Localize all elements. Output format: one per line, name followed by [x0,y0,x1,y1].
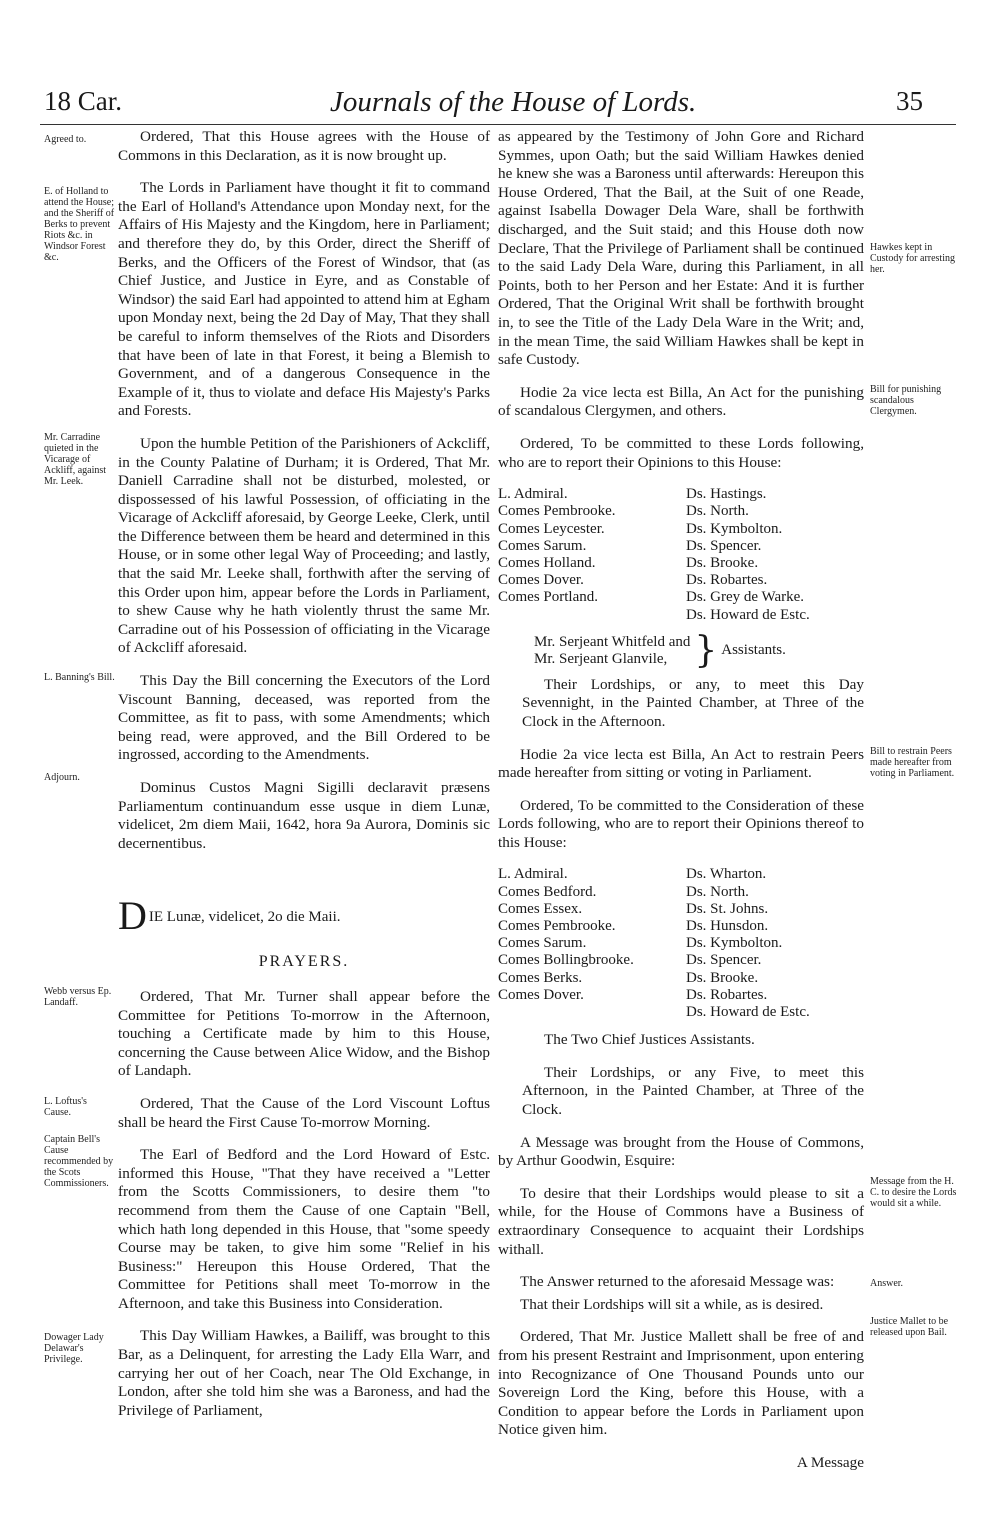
assistant-name: Mr. Serjeant Glanvile, [534,650,668,667]
lord-name: Ds. Wharton. [686,866,767,883]
lord-name: Comes Dover. [498,572,584,589]
barons-list [686,866,856,1021]
lord-name: Comes Pembrooke. [498,503,616,520]
lord-name: Comes Berks. [498,969,583,986]
committee-list-2 [498,866,864,1021]
earls-list [498,866,686,1021]
header-regnal-year: 18 Car. [44,86,122,116]
lord-name: Comes Bedford. [498,883,597,900]
paragraph-holland-order: The Lords in Parliament have thought it fit to command the Earl of Holland's Attendance upon Monday next, for the Affairs of His Majesty and the Kingdom, here in Parliament; and therefore they do, by this Order, direct the Sheriff of Berks, and the Officers of the Forest of Windsor, that (as Chief Justice, and Justice in Eyre, and as Constable of Windsor) the said Earl had appointed to attend him at Egham upon Monday next, being the 2d Day of May, That they shall be careful to inform themselves of the Riots and Disorders that have been of late in that Forest, it being a Blemish to Government, and of a dangerous Consequence in the Example of it, thus to violate and deface His Majesty's Parks and Forests. [118,179,490,420]
margin-note: Answer. [870,1278,904,1289]
lord-name: Ds. Howard de Estc. [686,1004,810,1021]
margin-note: Captain Bell's Cause recommended by the Scots Commissioners. [44,1134,114,1189]
margin-note: Bill for punishing scandalous Clergymen. [870,384,942,417]
margin-note: Mr. Carradine quieted in the Vicarage of Ackliff, against Mr. Leek. [44,432,107,487]
lord-name: Ds. North. [686,883,749,900]
paragraph-committee-1: Ordered, To be committed to these Lords following, who are to report their Opinions to this House: [498,434,864,471]
lord-name: L. Admiral. [498,866,568,883]
paragraph-peers-bill: Hodie 2a vice lecta est Billa, An Act to restrain Peers made hereafter from sitting or voting in Parliament. [498,745,864,782]
paragraph-loftus: Ordered, That the Cause of the Lord Viscount Loftus shall be heard the First Cause To-morrow Morning. [118,1094,490,1131]
earls-list [498,486,686,624]
left-column [118,128,490,1434]
barons-list [686,486,856,624]
lord-name: Ds. Kymbolton. [686,520,783,537]
paragraph-hawkes: This Day William Hawkes, a Bailiff, was brought to this Bar, as a Delinquent, for arresting the Lady Ella Warr, and carrying her out of her Coach, near The Old Exchange, in London, after she told him she was a Baroness, and had the Privilege of Parliament, [118,1327,490,1419]
margin-note: L. Loftus's Cause. [44,1096,87,1118]
lord-name: Comes Dover. [498,986,584,1003]
lord-name: Ds. Grey de Warke. [686,589,805,606]
catchword: A Message [796,1453,864,1471]
lord-name: Comes Holland. [498,554,596,571]
margin-note: Agreed to. [44,134,87,145]
paragraph-committee-2: Ordered, To be committed to the Consideration of these Lords following, who are to report their Opinions thereof to this House: [498,796,864,851]
lord-name: Ds. Robartes. [686,572,768,589]
assistants-names [534,634,690,668]
lord-name: Ds. Hastings. [686,486,767,503]
lord-name: Comes Pembrooke. [498,918,616,935]
margin-note: Dowager Lady Delawar's Privilege. [44,1332,104,1365]
lord-name: Comes Bollingbrooke. [498,952,634,969]
lord-name: Ds. Brooke. [686,554,759,571]
paragraph-meeting-1: Their Lordships, or any, to meet this Day Sevennight, in the Painted Chamber, at Three of the Clock in the Afternoon. [522,675,864,730]
margin-note: Webb versus Ep. Landaff. [44,986,112,1008]
paragraph-clergymen-bill: Hodie 2a vice lecta est Billa, An Act for the punishing of scandalous Clergymen, and others. [498,383,864,420]
paragraph-answer-intro: The Answer returned to the aforesaid Message was: [520,1273,835,1291]
lord-name: Ds. Spencer. [686,952,762,969]
lord-name: Ds. Brooke. [686,969,759,986]
lord-name: Ds. North. [686,503,749,520]
margin-note: Hawkes kept in Custody for arresting her. [870,242,955,275]
paragraph-assistants-2: The Two Chief Justices Assistants. [544,1031,755,1049]
assistant-name: Mr. Serjeant Whitfeld and [534,633,691,650]
paragraph-adjourn: Dominus Custos Magni Sigilli declaravit præsens Parliamentum continuandum esse usque in diem Lunæ, videlicet, 2m diem Maii, 1642, hora 9a Aurora, Dominis sic decernentibus. [118,779,490,852]
margin-note: L. Banning's Bill. [44,672,115,683]
prayers-heading: PRAYERS. [258,953,350,971]
lord-name: Comes Leycester. [498,520,605,537]
paragraph-hawkes-cont: as appeared by the Testimony of John Gore and Richard Symmes, upon Oath; but the said William Hawkes denied he knew she was a Baroness until afterwards: Hereupon this House Ordered, That the Bail, at the Suit of one Reade, against Isabella Dowager Dela Ware, shall be forthwith discharged, and the Suit staid; and this House doth now Declare, That the Privilege of Parliament shall be continued to the said Lady Dela Ware, during this Parliament, in all Points, both to her Person and her Estate: And it is further Ordered, That the Original Writ shall be forthwith brought in, to see the Title of the Lady Dela Ware in the Writ; and, in the mean Time, the said William Hawkes shall be kept in safe Custody. [498,128,864,369]
lord-name: Ds. Howard de Estc. [686,606,810,623]
paragraph-meeting-2: Their Lordships, or any Five, to meet this Afternoon, in the Painted Chamber, at Three of the Clock. [522,1063,864,1119]
lord-name: Comes Sarum. [498,935,587,952]
margin-note: Justice Mallet to be released upon Bail. [870,1316,949,1338]
paragraph-agreed: Ordered, That this House agrees with the House of Commons in this Declaration, as it is now brought up. [118,128,490,164]
lord-name: Comes Essex. [498,900,583,917]
paragraph-bell: The Earl of Bedford and the Lord Howard of Estc. informed this House, "That they have received a "Letter from the Scotts Commissioners, to desire them "to recommend from them the Cause of one Captain "Bell, which hath long depended in this House, that "some speedy Course may be taken, to give him some "Relief in his Business:" Hereupon this House Ordered, That the Committee for Petitions shall meet To-morrow in the Afternoon, and take this Business into Consideration. [118,1146,490,1312]
page-number: 35 [896,86,923,116]
day-heading-text: IE Lunæ, videlicet, 2o die Maii. [148,909,341,926]
margin-note: Adjourn. [44,772,80,783]
header-title: Journals of the House of Lords. [330,86,697,118]
brace-glyph: } [694,629,718,671]
margin-note: E. of Holland to attend the House; and the Sheriff of Berks to prevent Riots &c. in Windsor Forest &c. [44,186,115,263]
right-column [498,128,864,1473]
lord-name: Ds. Hunsdon. [686,918,769,935]
day-heading [118,893,490,939]
assistants-label: Assistants. [721,642,786,659]
lord-name: Comes Sarum. [498,537,587,554]
paragraph-turner: Ordered, That Mr. Turner shall appear before the Committee for Petitions To-morrow in the Afternoon, touching a Certificate made by him to this House, concerning the Cause between Alice Widow, and the Bishop of Landaph. [118,987,490,1080]
lord-name: Ds. Robartes. [686,986,768,1003]
paragraph-mallett: Ordered, That Mr. Justice Mallett shall be free of and from his present Restraint and Imprisonment, upon entering into Recognizance of One Thousand Pounds unto our Sovereign Lord the King, before this House, with a Condition to appear before the Lords in Parliament upon Notice given him. [498,1328,864,1439]
assistants-block [534,629,864,671]
paragraph-banning-bill: This Day the Bill concerning the Executors of the Lord Viscount Banning, deceased, was reported from the Committee, as fit to pass, with some Amendments; which being read, were approved, and the Bill Ordered to be ingrossed, according to the Amendments. [118,672,490,764]
committee-list-1 [498,486,864,624]
paragraph-message-content: To desire that their Lordships would please to sit a while, for the House of Commons have a Business of extraordinary Consequence to acquaint their Lordships withall. [498,1184,864,1258]
paragraph-answer: That their Lordships will sit a while, as is desired. [520,1295,824,1313]
drop-cap: D [118,893,147,939]
lord-name: Comes Portland. [498,589,598,606]
header-rule [40,124,956,125]
lord-name: Ds. St. Johns. [686,900,769,917]
margin-note: Bill to restrain Peers made hereafter from voting in Parliament. [870,746,955,779]
margin-note: Message from the H. C. to desire the Lords would sit a while. [870,1176,957,1209]
paragraph-carradine: Upon the humble Petition of the Parishioners of Ackcliff, in the County Palatine of Durham; it is Ordered, That Mr. Daniell Carradine shall not be disturbed, molested, or dispossessed of his lawful Possession, of officiating in the Vicarage of Ackcliff aforesaid, by George Leeke, Clerk, until the Difference between them be heard and determined in this House, or in some other legal Way of Proceeding; and lastly, that the said Mr. Leeke shall, forthwith after the serving of this Order upon him, appear before the Lords in Parliament, to shew Cause why he hath violently thrust the same Mr. Carradine out of his Possession of officiating in the Vicarage of Ackcliff aforesaid. [118,434,490,657]
lord-name: Ds. Spencer. [686,537,762,554]
lord-name: Ds. Kymbolton. [686,935,783,952]
lord-name: L. Admiral. [498,486,568,503]
paragraph-message: A Message was brought from the House of Commons, by Arthur Goodwin, Esquire: [498,1133,864,1170]
